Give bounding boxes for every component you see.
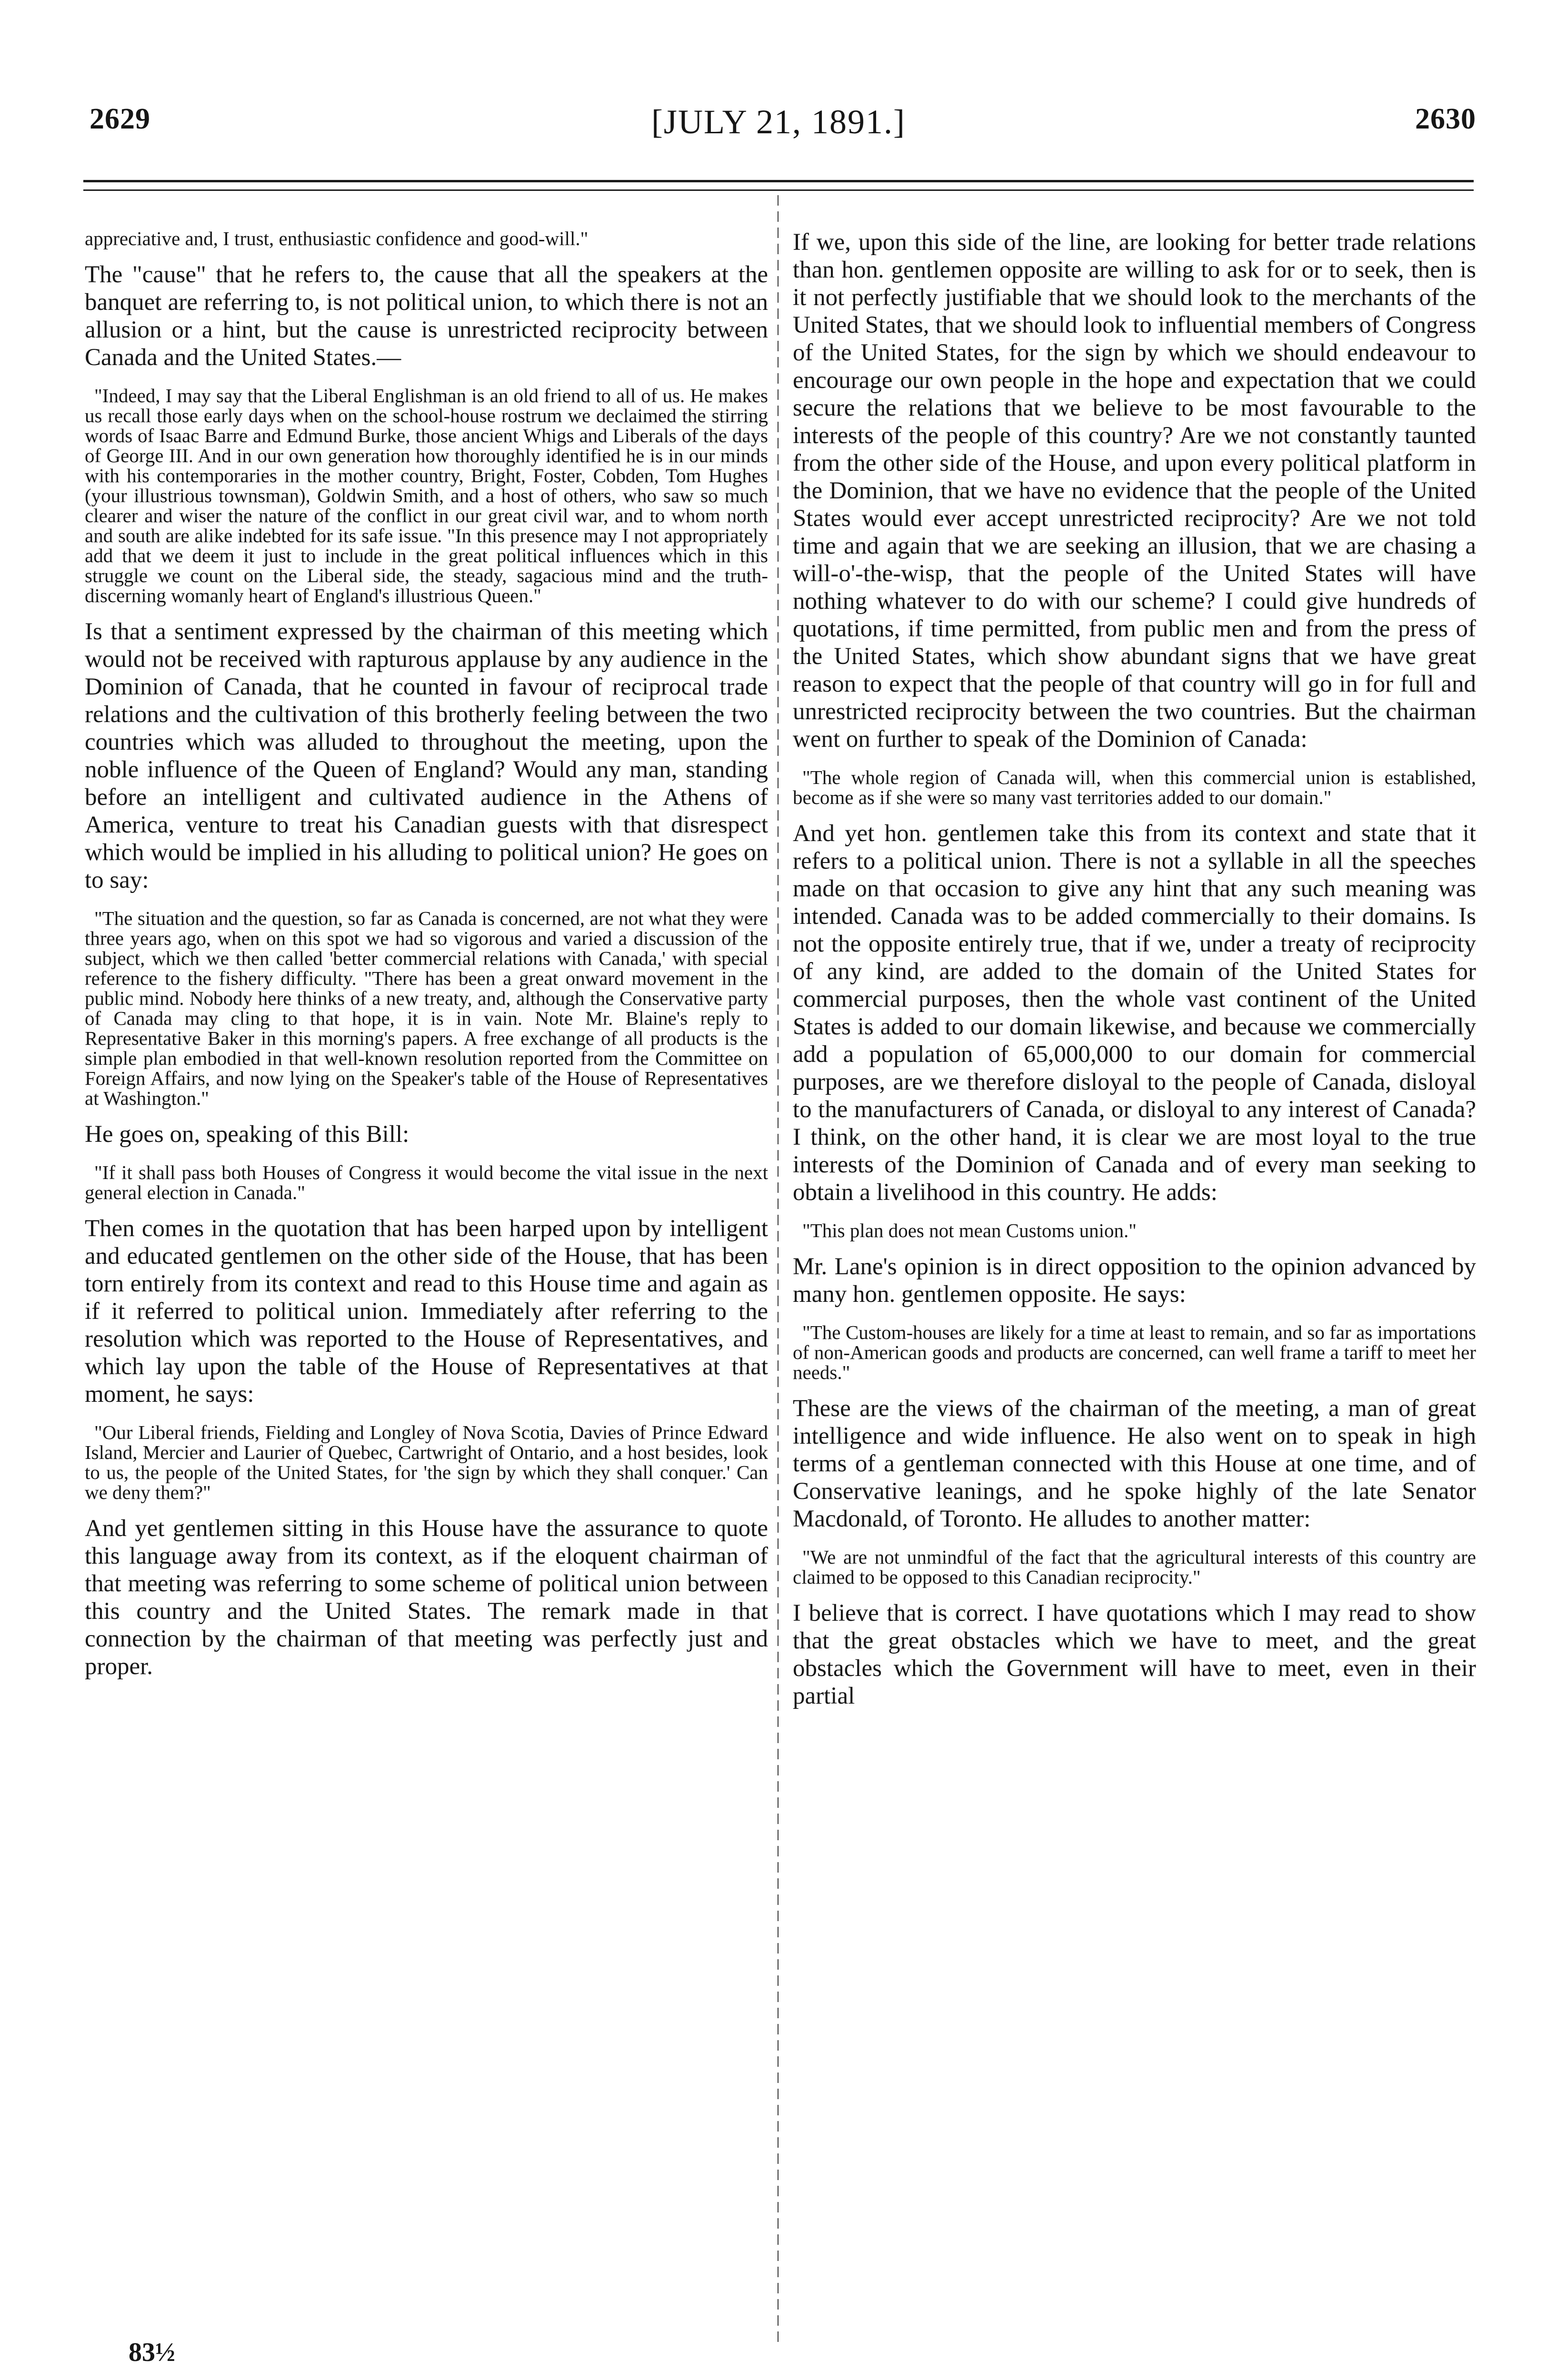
right-column-paragraph: Mr. Lane's opinion is in direct opposition to the opinion advanced by many hon. gentlemen opposite. He says: <box>793 1253 1476 1308</box>
header-rule-thick <box>83 180 1474 182</box>
left-column-paragraph: The "cause" that he refers to, the cause that all the speakers at the banquet are referring to, is not political union, to which there is not an allusion or a hint, but the cause is unrestricted reciprocity between Canada and the United States.— <box>85 261 768 371</box>
header-rule-thin <box>83 189 1474 191</box>
right-page-number: 2630 <box>1415 103 1476 135</box>
left-column-quotation: appreciative and, I trust, enthusiastic confidence and good-will." <box>85 228 589 249</box>
right-column-paragraph: If we, upon this side of the line, are looking for better trade relations than hon. gentlemen opposite are willing to ask for or to seek, then is it not perfectly justifiable that we should look to the merchants of the United States, that we should look to influential members of Congress of the United States, for the sign by which we should endeavour to encourage our own people in the hope and expectation that we could secure the relations that we believe to be most favourable to the interests of the people of this country? Are we not constantly taunted from the other side of the House, and upon every political platform in the Dominion, that we have no evidence that the people of the United States would ever accept unrestricted reciprocity? Are we not told time and again that we are seeking an illusion, that we are chasing a will-o'-the-wisp, that the people of the United States will have nothing whatever to do with our scheme? I could give hundreds of quotations, if time permitted, from public men and from the press of the United States, which show abundant signs that we have great reason to expect that the people of that country will go in for full and unrestricted reciprocity between the two countries. But the chairman went on further to speak of the Dominion of Canada: <box>793 229 1476 753</box>
right-column-quotation: "The Custom-houses are likely for a time at least to remain, and so far as importations of non-American goods and products are concerned, can well frame a tariff to meet her needs." <box>793 1321 1476 1383</box>
left-column-quotation: "The situation and the question, so far as Canada is concerned, are not what they were three years ago, when on this spot we had so vigorous and varied a discussion of the subject, which we then called 'better commercial relations with Canada,' with special reference to the fishery difficulty. "There has been a great onward movement in the public mind. Nobody here thinks of a new treaty, and, although the Conservative party of Canada may cling to that hope, it is in vain. Note Mr. Blaine's reply to Representative Baker in this morning's papers. A free exchange of all products is the simple plan embodied in that well-known resolution reported from the Committee on Foreign Affairs, and now lying on the Speaker's table of the House of Representatives at Washington." <box>85 907 768 1109</box>
left-column-paragraph: And yet gentlemen sitting in this House have the assurance to quote this language away from its context, as if the eloquent chairman of that meeting was referring to some scheme of political union between this country and the United States. The remark made in that connection by the chairman of that meeting was perfectly just and proper. <box>85 1515 768 1680</box>
page-header <box>0 102 1557 155</box>
right-column-quotation: "The whole region of Canada will, when this commercial union is established, become as if she were so many vast territories added to our domain." <box>793 766 1476 808</box>
folio-mark: 83½ <box>129 2338 175 2367</box>
issue-date: [JULY 21, 1891.] <box>651 103 906 141</box>
left-column-paragraph: Then comes in the quotation that has been harped upon by intelligent and educated gentlemen on the other side of the House, that has been torn entirely from its context and read to this House time and again as if it referred to political union. Immediately after referring to the resolution which was reported to the House of Representatives, and which lay upon the table of the House of Representatives at that moment, he says: <box>85 1215 768 1408</box>
right-column-quotation: "We are not unmindful of the fact that the agricultural interests of this country are claimed to be opposed to this Canadian reciprocity." <box>793 1546 1476 1588</box>
right-column-paragraph: I believe that is correct. I have quotations which I may read to show that the great obstacles which we have to meet, and the great obstacles which the Government will have to meet, even in their partial <box>793 1600 1476 1709</box>
left-page-number: 2629 <box>90 103 150 135</box>
left-column-quotation: "Indeed, I may say that the Liberal Englishman is an old friend to all of us. He makes us recall those early days when on the school-house rostrum we declaimed the stirring words of Isaac Barre and Edmund Burke, those ancient Whigs and Liberals of the days of George III. And in our own generation how thoroughly identified he is in our minds with his contemporaries in the mother country, Bright, Foster, Cobden, Tom Hughes (your illustrious townsman), Goldwin Smith, and a host of others, who saw so much clearer and wiser the nature of the conflict in our great civil war, and to whom north and south are alike indebted for its safe issue. "In this presence may I not appropriately add that we deem it just to include in the great political influences which in this struggle we count on the Liberal side, the steady, sagacious mind and the truth-discerning womanly heart of England's illustrious Queen." <box>85 385 768 606</box>
right-column-paragraph: These are the views of the chairman of the meeting, a man of great intelligence and wide influence. He also went on to speak in high terms of a gentleman connected with this House at one time, and of Conservative leanings, and he spoke highly of the late Senator Macdonald, of Toronto. He alludes to another matter: <box>793 1395 1476 1532</box>
left-column-quotation: "If it shall pass both Houses of Congress it would become the vital issue in the next general election in Canada." <box>85 1161 768 1203</box>
left-column-paragraph: Is that a sentiment expressed by the chairman of this meeting which would not be received with rapturous applause by any audience in the Dominion of Canada, that he counted in favour of reciprocal trade relations and the cultivation of this brotherly feeling between the two countries which was alluded to throughout the meeting, upon the noble influence of the Queen of England? Would any man, standing before an intelligent and cultivated audience in the Athens of America, venture to treat his Canadian guests with that disrespect which would be implied in his alluding to political union? He goes on to say: <box>85 618 768 893</box>
right-column <box>793 228 1476 1724</box>
left-column <box>85 228 768 1695</box>
left-column-quotation: "Our Liberal friends, Fielding and Longley of Nova Scotia, Davies of Prince Edward Island, Mercier and Laurier of Quebec, Cartwright of Ontario, and a host besides, look to us, the people of the United States, for 'the sign by which they shall conquer.' Can we deny them?" <box>85 1421 768 1503</box>
right-column-quotation: "This plan does not mean Customs union." <box>802 1220 1137 1241</box>
right-column-paragraph: And yet hon. gentlemen take this from its context and state that it refers to a political union. There is not a syllable in all the speeches made on that occasion to give any hint that any such meaning was intended. Canada was to be added commercially to their domains. Is not the opposite entirely true, that if we, under a treaty of reciprocity of any kind, are added to the domain of the United States for commercial purposes, then the whole vast continent of the United States is added to our domain likewise, and because we commercially add a population of 65,000,000 to our domain for commercial purposes, are we therefore disloyal to the people of Canada, disloyal to the manufacturers of Canada, or disloyal to any interest of Canada? I think, on the other hand, it is clear we are most loyal to the true interests of the Dominion of Canada and of every man seeking to obtain a livelihood in this country. He adds: <box>793 820 1476 1206</box>
left-column-paragraph: He goes on, speaking of this Bill: <box>85 1121 409 1148</box>
